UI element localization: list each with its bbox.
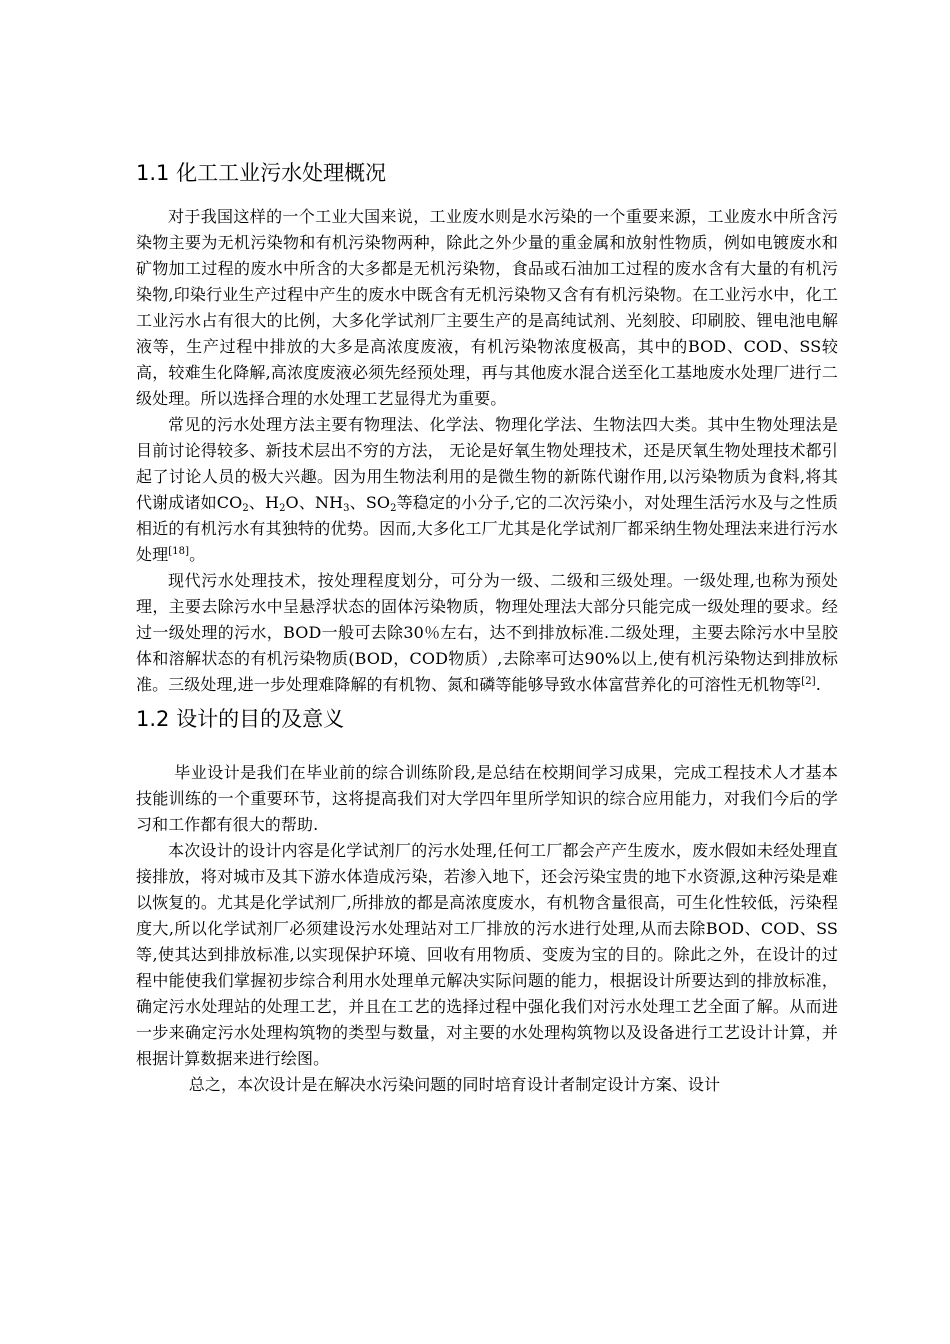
text-run: 、H — [248, 493, 280, 512]
paragraph-design-content: 本次设计的设计内容是化学试剂厂的污水处理,任何工厂都会产产生废水，废水假如未经处理直接排放，将对城市及其下游水体造成污染，若渗入地下，还会污染宝贵的地下水资源,这种污染是难以恢复的。尤其是化学试剂厂,所排放的都是高浓度废水，有机物含量很高，可生化性较低，污染程度大,所以化学试剂厂必须建设污水处理站对工厂排放的污水进行处理,从而去除BOD、COD、SS等,使其达到排放标准,以实现保护环境、回收有用物质、变废为宝的目的。除此之外，在设计的过程中能使我们掌握初步综合利用水处理单元解决实际问题的能力，根据设计所要达到的排放标准，确定污水处理站的处理工艺，并且在工艺的选择过程中强化我们对污水处理工艺全面了解。从而进一步来确定污水处理构筑物的类型与数量，对主要的水处理构筑物以及设备进行工艺设计计算，并根据计算数据来进行绘图。 — [136, 841, 838, 1068]
citation-ref: [2] — [801, 676, 816, 687]
text-run: 、SO — [349, 493, 391, 512]
paragraph-industrial-wastewater: 对于我国这样的一个工业大国来说，工业废水则是水污染的一个重要来源，工业废水中所含污染物主要为无机污染物和有机污染物两种，除此之外少量的重金属和放射性物质，例如电镀废水和矿物加工过程的废水中所含的大多都是无机污染物，食品或石油加工过程的废水含有大量的有机污染物,印染行业生产过程中产生的废水中既含有无机污染物又含有有机污染物。在工业污水中，化工工业污水占有很大的比例，大多化学试剂厂主要生产的是高纯试剂、光刻胶、印刷胶、锂电池电解液等，生产过程中排放的大多是高浓度废液，有机污染物浓度极高，其中的BOD、COD、SS较高，较难生化降解,高浓度废液必须先经预处理，再与其他废水混合送至化工基地废水处理厂进行二级处理。所以选择合理的水处理工艺显得尤为重要。 — [136, 207, 838, 408]
text-run: 等稳定的小分子,它的二次污染小，对处理生活污水及与之性质相近的有机污水有其独特的优势。因而,大多化工厂尤其是化学试剂厂都采纳生物处理法来进行污水处理 — [136, 493, 839, 564]
paragraph-treatment-methods — [136, 412, 838, 568]
text-run: 。 — [189, 545, 206, 564]
document-body — [136, 150, 838, 1098]
section-heading-1-1: 1.1 化工工业污水处理概况 — [136, 161, 387, 185]
section-heading-1-2: 1.2 设计的目的及意义 — [136, 707, 345, 731]
paragraph-graduation-design: 毕业设计是我们在毕业前的综合训练阶段,是总结在校期间学习成果，完成工程技术人才基本技能训练的一个重要环节，这将提高我们对大学四年里所学知识的综合应用能力，对我们今后的学习和工作都有很大的帮助. — [136, 763, 838, 834]
paragraph-treatment-levels — [136, 568, 838, 698]
subscript: 2 — [279, 503, 286, 514]
text-run: 常见的污水处理方法主要有物理法、化学法、物理化学法、生物法四大类。其中生物处理法是目前讨论得较多、新技术层出不穷的方法， 无论是好氧生物处理技术，还是厌氧生物处理技术都引起了讨论人员的极大兴趣。因为用生物法利用的是微生物的新陈代谢作用,以污染物质为食料,将其代谢成诸如CO — [136, 415, 838, 512]
subscript: 3 — [343, 503, 350, 514]
citation-ref: [18] — [168, 546, 190, 557]
text-run: . — [815, 675, 821, 694]
text-run: O、NH — [285, 493, 344, 512]
subscript: 2 — [242, 503, 249, 514]
paragraph-summary: 总之，本次设计是在解决水污染问题的同时培育设计者制定设计方案、设计 — [188, 1075, 721, 1094]
subscript: 2 — [390, 503, 397, 514]
text-run: 现代污水处理技术，按处理程度划分，可分为一级、二级和三级处理。一级处理,也称为预处理，主要去除污水中呈悬浮状态的固体污染物质，物理处理法大部分只能完成一级处理的要求。经过一级处理的污水，BOD一般可去除30％左右，达不到排放标准.二级处理，主要去除污水中呈胶体和溶解状态的有机污染物质(BOD，COD物质）,去除率可达90%以上,使有机污染物达到排放标准。三级处理,进一步处理难降解的有机物、氮和磷等能够导致水体富营养化的可溶性无机物等 — [136, 571, 838, 694]
